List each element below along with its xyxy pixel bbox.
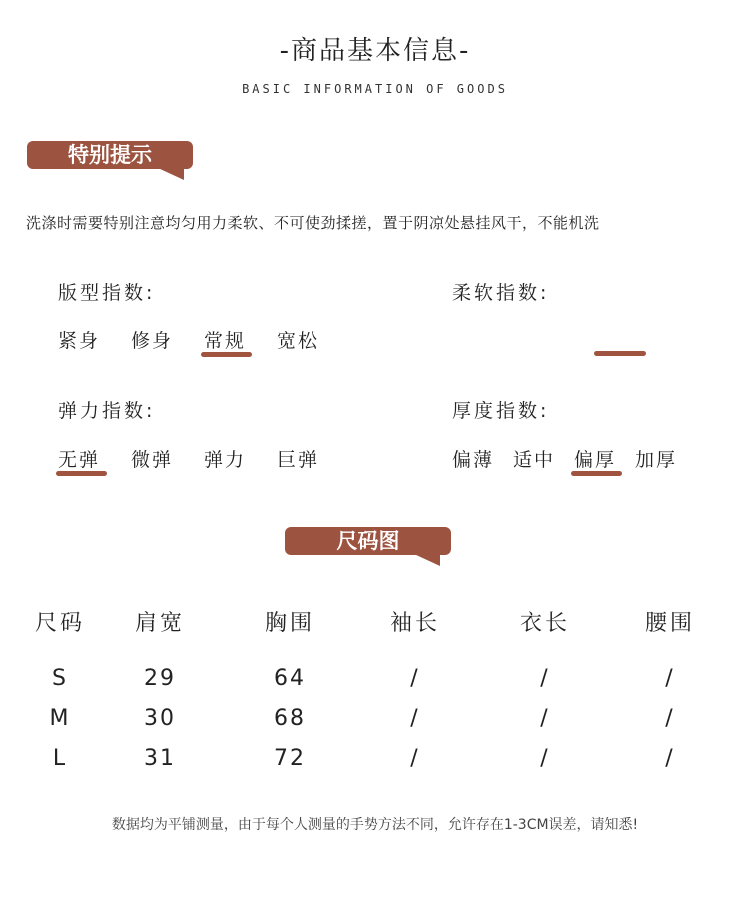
elasticity-selected-underline [56, 471, 107, 476]
elasticity-option: 微弹 [131, 449, 174, 471]
fit-index-label: 版型指数: [58, 282, 156, 304]
table-cell: 64 [274, 666, 306, 691]
col-header: 胸围 [264, 611, 315, 636]
table-cell: 72 [274, 746, 306, 771]
table-cell: 31 [144, 746, 176, 771]
thickness-option: 偏薄 [452, 449, 495, 471]
elasticity-index-label: 弹力指数: [58, 400, 156, 422]
page-subtitle: BASIC INFORMATION OF GOODS [242, 82, 508, 96]
fit-selected-underline [201, 352, 252, 357]
notice-badge: 特别提示 [27, 141, 193, 169]
table-cell: 29 [144, 666, 176, 691]
col-header: 腰围 [644, 611, 695, 636]
table-cell: / [410, 706, 420, 731]
col-header: 袖长 [389, 611, 440, 636]
table-cell: / [540, 746, 550, 771]
care-notice: 洗涤时需要特别注意均匀用力柔软、不可使劲揉搓，置于阴凉处悬挂风干，不能机洗 [26, 214, 600, 232]
table-cell: / [540, 666, 550, 691]
elasticity-option: 巨弹 [277, 449, 320, 471]
col-header: 衣长 [519, 611, 570, 636]
elasticity-option: 弹力 [204, 449, 247, 471]
table-cell: / [665, 706, 675, 731]
table-cell: 30 [144, 706, 176, 731]
thickness-option-selected: 偏厚 [574, 449, 617, 471]
table-cell: / [665, 746, 675, 771]
table-cell: L [52, 746, 68, 771]
fit-option: 紧身 [58, 330, 101, 352]
fit-option: 宽松 [277, 330, 320, 352]
softness-index-label: 柔软指数: [452, 282, 550, 304]
size-chart-badge: 尺码图 [285, 527, 451, 555]
thickness-option: 加厚 [635, 449, 678, 471]
table-cell: / [540, 706, 550, 731]
table-cell: M [49, 706, 71, 731]
thickness-selected-underline [571, 471, 622, 476]
badge-tail-icon [414, 554, 440, 566]
table-cell: 68 [274, 706, 306, 731]
softness-selected-underline [594, 351, 646, 356]
col-header: 尺码 [34, 611, 85, 636]
fit-option: 修身 [131, 330, 174, 352]
table-cell: / [410, 666, 420, 691]
fit-option-selected: 常规 [204, 330, 247, 352]
table-cell: / [410, 746, 420, 771]
thickness-option: 适中 [513, 449, 556, 471]
page-title: -商品基本信息- [279, 36, 471, 66]
table-cell: / [665, 666, 675, 691]
thickness-index-label: 厚度指数: [452, 400, 550, 422]
measurement-footnote: 数据均为平铺测量，由于每个人测量的手势方法不同，允许存在1-3CM误差，请知悉! [111, 817, 639, 833]
col-header: 肩宽 [134, 611, 185, 636]
table-cell: S [52, 666, 68, 691]
elasticity-option-selected: 无弹 [58, 449, 101, 471]
badge-tail-icon [158, 168, 184, 180]
